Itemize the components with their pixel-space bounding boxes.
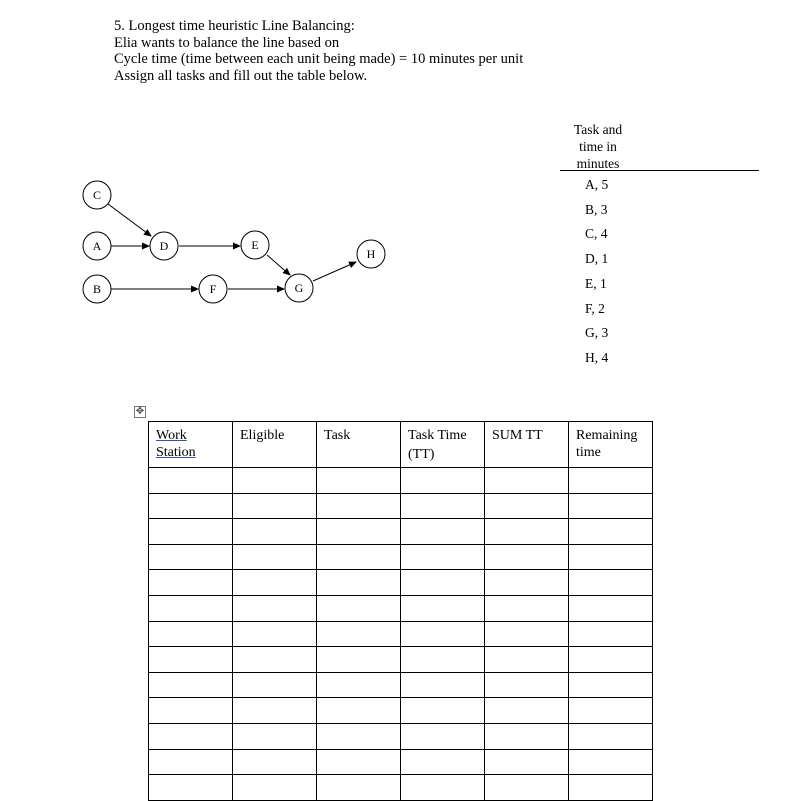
table-cell[interactable] (233, 468, 317, 494)
table-cell[interactable] (485, 595, 569, 621)
table-cell[interactable] (149, 493, 233, 519)
task-time-item: A, 5 (585, 177, 609, 192)
table-row (149, 493, 653, 519)
table-cell[interactable] (485, 749, 569, 775)
table-cell[interactable] (401, 621, 485, 647)
table-cell[interactable] (149, 468, 233, 494)
table-cell[interactable] (149, 775, 233, 801)
node-h (357, 240, 385, 268)
table-cell[interactable] (401, 698, 485, 724)
table-cell[interactable] (485, 647, 569, 673)
node-g-label: G (294, 281, 304, 295)
table-cell[interactable] (401, 519, 485, 545)
table-cell[interactable] (485, 570, 569, 596)
table-cell[interactable] (569, 647, 653, 673)
table-row (149, 647, 653, 673)
table-cell[interactable] (149, 749, 233, 775)
table-cell[interactable] (233, 723, 317, 749)
table-cell[interactable] (317, 493, 401, 519)
problem-line-3: Cycle time (time between each unit being made) = 10 minutes per unit (114, 51, 524, 68)
table-cell[interactable] (317, 519, 401, 545)
table-cell[interactable] (233, 544, 317, 570)
header-task-time (401, 422, 485, 468)
node-c-label: C (92, 188, 102, 202)
line-balancing-table (148, 421, 653, 801)
table-cell[interactable] (569, 723, 653, 749)
header-remaining-line1: Remaining (576, 428, 638, 443)
task-time-item: D, 1 (585, 251, 609, 266)
header-sum-tt (485, 422, 569, 468)
table-cell[interactable] (401, 723, 485, 749)
table-cell[interactable] (233, 749, 317, 775)
table-cell[interactable] (233, 595, 317, 621)
table-row (149, 749, 653, 775)
task-time-item: H, 4 (585, 350, 609, 365)
table-cell[interactable] (485, 468, 569, 494)
header-eligible (233, 422, 317, 468)
table-cell[interactable] (485, 723, 569, 749)
task-times-header-line2: time in (579, 139, 617, 154)
table-cell[interactable] (233, 647, 317, 673)
table-cell[interactable] (485, 698, 569, 724)
node-b-label: B (92, 282, 102, 296)
table-cell[interactable] (149, 544, 233, 570)
node-f-label: F (209, 282, 217, 296)
table-cell[interactable] (233, 698, 317, 724)
task-time-item: F, 2 (585, 301, 605, 316)
table-row (149, 570, 653, 596)
table-cell[interactable] (317, 544, 401, 570)
table-cell[interactable] (569, 468, 653, 494)
table-cell[interactable] (233, 672, 317, 698)
table-cell[interactable] (485, 672, 569, 698)
table-cell[interactable] (317, 570, 401, 596)
header-work-station (149, 422, 233, 468)
table-cell[interactable] (569, 595, 653, 621)
table-cell[interactable] (317, 775, 401, 801)
table-cell[interactable] (569, 775, 653, 801)
table-row (149, 468, 653, 494)
node-c (83, 181, 111, 209)
table-cell[interactable] (485, 519, 569, 545)
header-work-station-line2: Station (156, 445, 196, 460)
table-cell[interactable] (569, 621, 653, 647)
header-sum-tt-label: SUM TT (492, 428, 543, 443)
header-work-station-line1: Work (156, 428, 187, 443)
table-cell[interactable] (401, 647, 485, 673)
node-a (83, 232, 111, 260)
node-e-label: E (251, 238, 259, 252)
table-cell[interactable] (317, 723, 401, 749)
table-cell[interactable] (233, 621, 317, 647)
table-cell[interactable] (233, 493, 317, 519)
header-task-time-line1: Task Time (408, 428, 467, 443)
table-body (149, 468, 653, 801)
task-times-header-line1: Task and (573, 122, 623, 137)
problem-title: 5. Longest time heuristic Line Balancing: (114, 18, 355, 34)
table-cell[interactable] (233, 570, 317, 596)
table-cell[interactable] (485, 621, 569, 647)
node-f (199, 275, 227, 303)
task-times-divider (560, 170, 759, 171)
task-time-item: E, 1 (585, 276, 607, 291)
table-cell[interactable] (317, 698, 401, 724)
move-arrows-icon[interactable]: ✥ (135, 406, 145, 417)
table-cell[interactable] (569, 570, 653, 596)
table-row (149, 544, 653, 570)
table-header-row (149, 422, 653, 468)
table-cell[interactable] (317, 749, 401, 775)
table-cell[interactable] (569, 698, 653, 724)
task-time-item: G, 3 (585, 325, 609, 340)
table-cell[interactable] (569, 519, 653, 545)
table-row (149, 775, 653, 801)
table-cell[interactable] (569, 672, 653, 698)
table-cell[interactable] (317, 647, 401, 673)
table-cell[interactable] (149, 519, 233, 545)
node-a-label: A (92, 239, 102, 253)
header-eligible-label: Eligible (240, 428, 285, 443)
table-cell[interactable] (401, 570, 485, 596)
table-row (149, 595, 653, 621)
problem-line-4: Assign all tasks and fill out the table below. (114, 67, 368, 84)
table-cell[interactable] (569, 493, 653, 519)
task-time-item: C, 4 (585, 226, 608, 241)
node-g (285, 274, 313, 302)
table-cell[interactable] (401, 672, 485, 698)
table-cell[interactable] (233, 775, 317, 801)
header-remaining-time (569, 422, 653, 468)
table-cell[interactable] (401, 468, 485, 494)
table-cell[interactable] (485, 544, 569, 570)
header-task-label: Task (324, 428, 351, 443)
node-d (150, 232, 178, 260)
edge-g-h (313, 262, 356, 281)
table-cell[interactable] (149, 698, 233, 724)
header-task-time-line2: (TT) (408, 447, 435, 462)
task-times-header-line3: minutes (576, 156, 620, 171)
table-cell[interactable] (149, 672, 233, 698)
problem-line-2: Elia wants to balance the line based on (114, 34, 340, 51)
table-cell[interactable] (149, 570, 233, 596)
table-row (149, 723, 653, 749)
edge-c-d (108, 204, 151, 236)
node-b (83, 275, 111, 303)
edge-e-g (267, 255, 290, 275)
table-cell[interactable] (401, 493, 485, 519)
table-row (149, 672, 653, 698)
table-cell[interactable] (569, 749, 653, 775)
table-cell[interactable] (569, 544, 653, 570)
table-cell[interactable] (317, 468, 401, 494)
table-row (149, 519, 653, 545)
header-task (317, 422, 401, 468)
table-cell[interactable] (149, 595, 233, 621)
table-cell[interactable] (149, 647, 233, 673)
task-times-header (559, 121, 637, 172)
table-cell[interactable] (485, 493, 569, 519)
table-cell[interactable] (401, 544, 485, 570)
table-cell[interactable] (233, 519, 317, 545)
table-cell[interactable] (149, 723, 233, 749)
task-time-item: B, 3 (585, 202, 608, 217)
table-cell[interactable] (401, 595, 485, 621)
table-cell[interactable] (317, 672, 401, 698)
table-cell[interactable] (317, 621, 401, 647)
header-remaining-line2: time (576, 445, 601, 460)
table-cell[interactable] (149, 621, 233, 647)
table-cell[interactable] (401, 749, 485, 775)
node-e (241, 231, 269, 259)
table-cell[interactable] (317, 595, 401, 621)
table-row (149, 621, 653, 647)
node-d-label: D (159, 239, 169, 253)
table-cell[interactable] (485, 775, 569, 801)
table-row (149, 698, 653, 724)
node-h-label: H (366, 247, 376, 261)
table-cell[interactable] (401, 775, 485, 801)
